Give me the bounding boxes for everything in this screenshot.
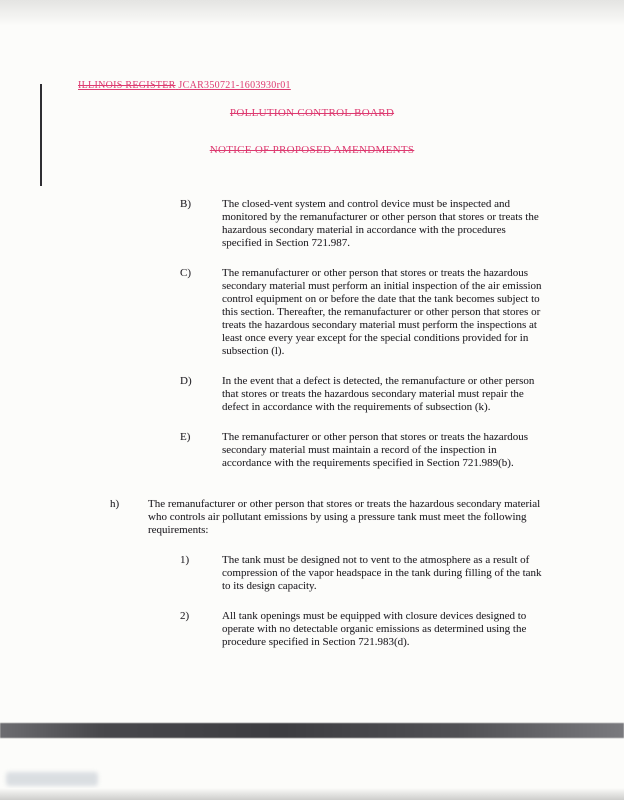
list-item-text: All tank openings must be equipped with closure devices designed to operate with no detectable organic emissions as determined using the procedure specified in Section 721.983(d).	[222, 610, 527, 648]
list-item-label: E)	[180, 431, 191, 443]
left-margin-change-bar	[40, 84, 42, 186]
board-title-struck: POLLUTION CONTROL BOARD	[229, 107, 395, 119]
list-item-text: In the event that a defect is detected, the remanufacture or other person that stores or treats the hazardous secondary material must repair the defect in accordance with the requirements of subsection (k).	[222, 375, 535, 413]
scan-edge-bottom	[0, 788, 624, 800]
list-item-label: D)	[180, 375, 192, 387]
list-item-text: The tank must be designed not to vent to the atmosphere as a result of compression of the vapor headspace in the tank during filling of the tank to its design capacity.	[222, 554, 542, 592]
list-item-h	[0, 498, 624, 537]
jcar-code-text: JCAR350721-1603930r01	[178, 80, 291, 91]
notice-title-struck: NOTICE OF PROPOSED AMENDMENTS	[209, 144, 415, 156]
list-item-2	[0, 610, 624, 649]
list-item-label: 2)	[180, 610, 190, 622]
header-underlined-group	[78, 80, 291, 91]
document-body	[0, 198, 624, 666]
list-item-text: The remanufacturer or other person that stores or treats the hazardous secondary material must perform an initial inspection of the air emission control equipment on or before the date that the tank becomes subject to this section. Thereafter, the remanufacturer or other person that stores or treats the hazardous secondary material must perform the inspections at least once every year except for the special conditions provided for in subsection (l).	[222, 267, 542, 357]
illinois-register-struck-text: ILLINOIS REGISTER	[78, 80, 176, 91]
list-item-1	[0, 554, 624, 593]
list-item-C	[0, 267, 624, 358]
list-item-label: 1)	[180, 554, 190, 566]
list-item-E	[0, 431, 624, 470]
scan-artifact-smudge	[6, 772, 98, 786]
list-item-label: B)	[180, 198, 191, 210]
list-item-B	[0, 198, 624, 250]
list-item-label: h)	[110, 498, 120, 510]
list-item-label: C)	[180, 267, 191, 279]
list-item-text: The remanufacturer or other person that stores or treats the hazardous secondary material must maintain a record of the inspection in accordance with the requirements specified in Section 721.989(b).	[222, 431, 529, 469]
scan-edge-top	[0, 0, 624, 26]
list-item-text: The remanufacturer or other person that stores or treats the hazardous secondary material who controls air pollutant emissions by using a pressure tank must meet the following requirements:	[148, 498, 541, 536]
list-item-text: The closed-vent system and control device must be inspected and monitored by the remanufacturer or other person that stores or treats the hazardous secondary material in accordance with the procedures specified in Section 721.987.	[222, 198, 539, 249]
scan-artifact-dark-band	[0, 723, 624, 738]
document-header	[78, 80, 291, 91]
list-item-D	[0, 375, 624, 414]
